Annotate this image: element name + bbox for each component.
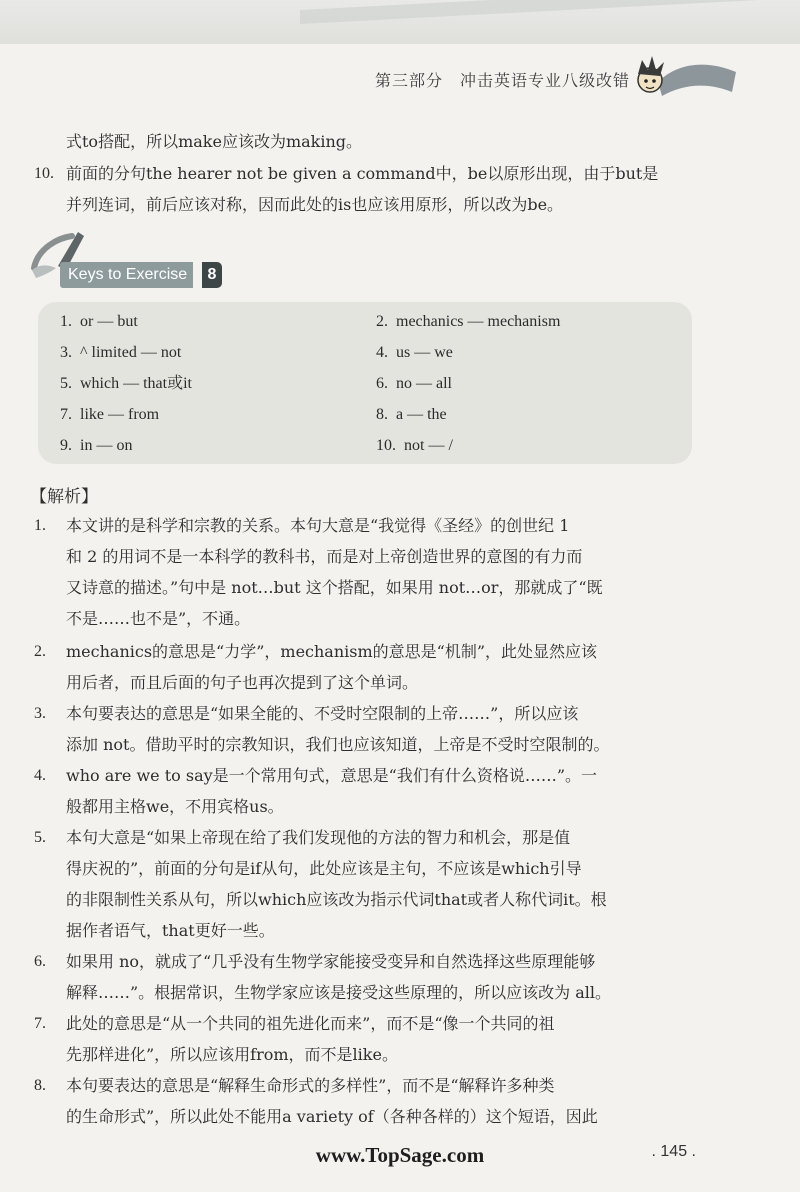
analysis-item-6 bbox=[34, 946, 694, 1008]
item-number: 1. bbox=[34, 517, 46, 534]
analysis-item-3 bbox=[34, 698, 694, 760]
analysis-item-4 bbox=[34, 760, 694, 822]
item-line: 前面的分句the hearer not be given a command中，be以原形出现，由于but是 bbox=[66, 164, 659, 183]
item-line: 如果用 no，就成了“几乎没有生物学家能接受变异和自然选择这些原理能够 bbox=[66, 952, 596, 971]
key-item: 10. not — / bbox=[376, 437, 453, 454]
item-line: 和 2 的用词不是一本科学的教科书，而是对上帝创造世界的意图的有力而 bbox=[66, 547, 583, 566]
analysis-heading: 【解析】 bbox=[30, 487, 98, 507]
analysis-item-8 bbox=[34, 1070, 694, 1132]
analysis-item-5 bbox=[34, 822, 694, 946]
mascot-illustration bbox=[628, 52, 738, 104]
key-item: 3. ^ limited — not bbox=[60, 344, 182, 361]
item-number: 5. bbox=[34, 829, 46, 846]
item-line: 又诗意的描述。”句中是 not…but 这个搭配，如果用 not…or，那就成了“既 bbox=[66, 578, 603, 597]
key-item: 4. us — we bbox=[376, 344, 453, 361]
item-line: 此处的意思是“从一个共同的祖先进化而来”，而不是“像一个共同的祖 bbox=[66, 1014, 555, 1033]
item-line: mechanics的意思是“力学”，mechanism的意思是“机制”，此处显然应该 bbox=[66, 642, 598, 661]
key-item: 2. mechanics — mechanism bbox=[376, 313, 561, 330]
item-line: 用后者，而且后面的句子也再次提到了这个单词。 bbox=[66, 673, 419, 692]
item-number: 8. bbox=[34, 1077, 46, 1094]
continuation-line: 式to搭配，所以make应该改为making。 bbox=[66, 132, 363, 151]
item-line: 据作者语气，that更好一些。 bbox=[66, 921, 275, 940]
key-item: 1. or — but bbox=[60, 313, 138, 330]
key-item: 7. like — from bbox=[60, 406, 160, 423]
item-number: 7. bbox=[34, 1015, 46, 1032]
item-line: 解释……”。根据常识，生物学家应该是接受这些原理的，所以应该改为 all。 bbox=[66, 983, 612, 1002]
item-line: 本句要表达的意思是“如果全能的、不受时空限制的上帝……”，所以应该 bbox=[66, 704, 579, 723]
key-item: 5. which — that或it bbox=[60, 375, 192, 392]
item-line: 的非限制性关系从句，所以which应该改为指示代词that或者人称代词it。根 bbox=[66, 890, 607, 909]
item-number: 3. bbox=[34, 705, 46, 722]
item-line: 的生命形式”，所以此处不能用a variety of（各种各样的）这个短语，因此 bbox=[66, 1107, 598, 1126]
analysis-item-1 bbox=[34, 510, 694, 634]
item-line: 不是……也不是”，不通。 bbox=[66, 609, 251, 628]
header-band bbox=[0, 0, 800, 44]
item-number: 6. bbox=[34, 953, 46, 970]
key-item: 9. in — on bbox=[60, 437, 133, 454]
header-stripe bbox=[300, 0, 780, 24]
item-line: 本句要表达的意思是“解释生命形式的多样性”，而不是“解释许多种类 bbox=[66, 1076, 555, 1095]
item-number: 4. bbox=[34, 767, 46, 784]
running-header: 第三部分 冲击英语专业八级改错 bbox=[374, 71, 630, 90]
item-line: 般都用主格we，不用宾格us。 bbox=[66, 797, 284, 816]
key-item: 8. a — the bbox=[376, 406, 447, 423]
item-line: 添加 not。借助平时的宗教知识，我们也应该知道，上帝是不受时空限制的。 bbox=[66, 735, 610, 754]
item-line: 得庆祝的”，前面的分句是if从句，此处应该是主句，不应该是which引导 bbox=[66, 859, 582, 878]
analysis-item-7 bbox=[34, 1008, 694, 1070]
item-line: who are we to say是一个常用句式，意思是“我们有什么资格说……”。一 bbox=[66, 766, 598, 785]
footer-website: www.TopSage.com bbox=[315, 1143, 485, 1167]
item-line: 先那样进化”，所以应该用from，而不是like。 bbox=[66, 1045, 398, 1064]
page-number: . 145 . bbox=[651, 1143, 696, 1160]
item-number: 2. bbox=[34, 643, 46, 660]
continuation-item-10 bbox=[34, 158, 694, 220]
key-item: 6. no — all bbox=[376, 375, 452, 392]
item-line: 本句大意是“如果上帝现在给了我们发现他的方法的智力和机会，那是值 bbox=[66, 828, 571, 847]
item-number: 10. bbox=[34, 165, 54, 182]
item-line: 并列连词，前后应该对称，因而此处的is也应该用原形，所以改为be。 bbox=[66, 195, 564, 214]
keys-section-number: 8 bbox=[202, 262, 222, 288]
analysis-item-2 bbox=[34, 636, 694, 698]
item-line: 本文讲的是科学和宗教的关系。本句大意是“我觉得《圣经》的创世纪 1 bbox=[66, 516, 570, 535]
continuation-text bbox=[34, 126, 694, 157]
keys-section-label: Keys to Exercise bbox=[60, 262, 193, 288]
